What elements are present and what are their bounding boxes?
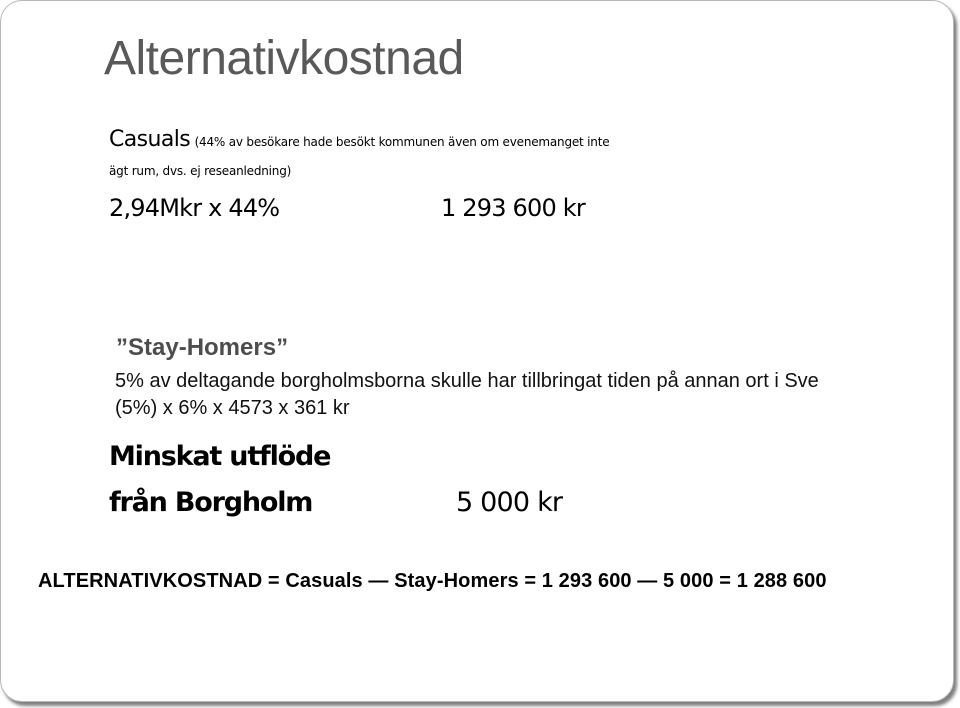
summary-formula: ALTERNATIVKOSTNAD = Casuals — Stay-Homers = 1 293 600 — 5 000 = 1 288 600: [38, 570, 827, 592]
minskat-result: 5 000 kr: [456, 487, 563, 518]
casuals-result: 1 293 600 kr: [441, 194, 585, 222]
stay-homers-formula: (5%) x 6% x 4573 x 361 kr: [115, 397, 350, 419]
stay-homers-open-quote: ”: [116, 334, 128, 361]
casuals-calculation: 2,94Mkr x 44%: [109, 194, 280, 222]
casuals-note-line2: ägt rum, dvs. ej reseanledning): [109, 164, 292, 178]
casuals-heading: Casuals: [109, 127, 191, 152]
stay-homers-label: Stay-Homers: [128, 334, 277, 361]
stay-homers-description: 5% av deltagande borgholmsborna skulle har tillbringat tiden på annan ort i Sve: [115, 370, 819, 392]
minskat-utflode-line2: från Borgholm: [109, 487, 313, 518]
casuals-note-line1: (44% av besökare hade besökt kommunen även om evenemanget inte: [194, 135, 610, 149]
stay-homers-close-quote: ”: [276, 334, 289, 361]
stay-homers-heading: [116, 334, 288, 362]
minskat-utflode-line1: Minskat utflöde: [109, 441, 331, 472]
casuals-header: [109, 127, 609, 152]
slide-title: Alternativkostnad: [104, 32, 464, 85]
